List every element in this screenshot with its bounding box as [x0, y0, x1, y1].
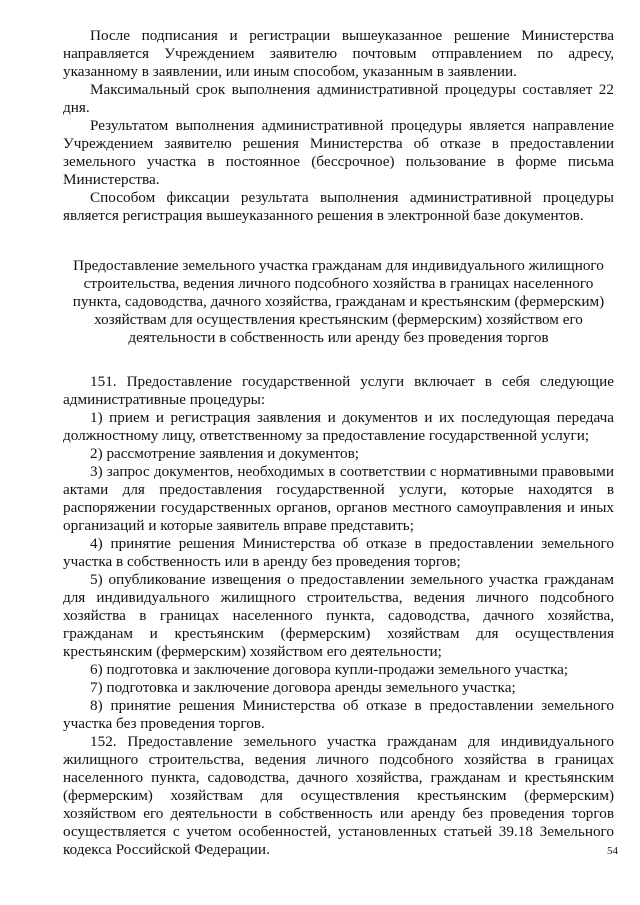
paragraph-fixation-method: Способом фиксации результата выполнения административной процедуры является регистрация вышеуказанного решения в электронной базе документов. — [63, 189, 614, 224]
section-heading: Предоставление земельного участка гражданам для индивидуального жилищного строительства, ведения личного подсобного хозяйства в границах населенного пункта, садоводства, дачного хозяйства, гражданам и крестьянским (фермерским) хозяйствам для осуществления крестьянским (фермерским) хозяйством его деятельности в собственность или аренду без проведения торгов — [72, 257, 605, 346]
page-number: 54 — [607, 845, 618, 857]
list-item-3: 3) запрос документов, необходимых в соответствии с нормативными правовыми актами для предоставления государственной услуги, которые находятся в распоряжении государственных органов, органов местного самоуправления и иных организаций и которые заявитель вправе представить; — [63, 463, 614, 534]
paragraph-decision-sent: После подписания и регистрации вышеуказанное решение Министерства направляется Учреждением заявителю почтовым отправлением по адресу, указанному в заявлении, или иным способом, указанным в заявлении. — [63, 27, 614, 80]
paragraph-max-term: Максимальный срок выполнения административной процедуры составляет 22 дня. — [63, 81, 614, 116]
list-item-8: 8) принятие решения Министерства об отказе в предоставлении земельного участка без проведения торгов. — [63, 697, 614, 732]
list-item-7: 7) подготовка и заключение договора аренды земельного участка; — [90, 679, 516, 696]
paragraph-152: 152. Предоставление земельного участка гражданам для индивидуального жилищного строительства, ведения личного подсобного хозяйства в границах населенного пункта, садоводства, дачного хозяйства, гражданам и крестьянским (фермерским) хозяйствам для осуществления крестьянским (фермерским) хозяйством его деятельности в собственность или аренду без проведения торгов осуществляется с учетом особенностей, установленных статьей 39.18 Земельного кодекса Российской Федерации. — [63, 733, 614, 858]
list-item-5: 5) опубликование извещения о предоставлении земельного участка гражданам для индивидуального жилищного строительства, ведения личного подсобного хозяйства в границах населенного пункта, садоводства, дачного хозяйства, гражданам и крестьянским (фермерским) хозяйствам для осуществления крестьянским (фермерским) хозяйством его деятельности; — [63, 571, 614, 660]
list-item-6: 6) подготовка и заключение договора купли-продажи земельного участка; — [90, 661, 569, 678]
list-item-2: 2) рассмотрение заявления и документов; — [90, 445, 359, 462]
list-item-1: 1) прием и регистрация заявления и документов и их последующая передача должностному лицу, ответственному за предоставление государственной услуги; — [63, 409, 614, 444]
paragraph-151-intro: 151. Предоставление государственной услуги включает в себя следующие административные процедуры: — [63, 373, 614, 408]
paragraph-procedure-result: Результатом выполнения административной процедуры является направление Учреждением заявителю решения Министерства об отказе в предоставлении земельного участка в постоянное (бессрочное) пользование в форме письма Министерства. — [63, 117, 614, 188]
list-item-4: 4) принятие решения Министерства об отказе в предоставлении земельного участка в собственность или в аренду без проведения торгов; — [63, 535, 614, 570]
